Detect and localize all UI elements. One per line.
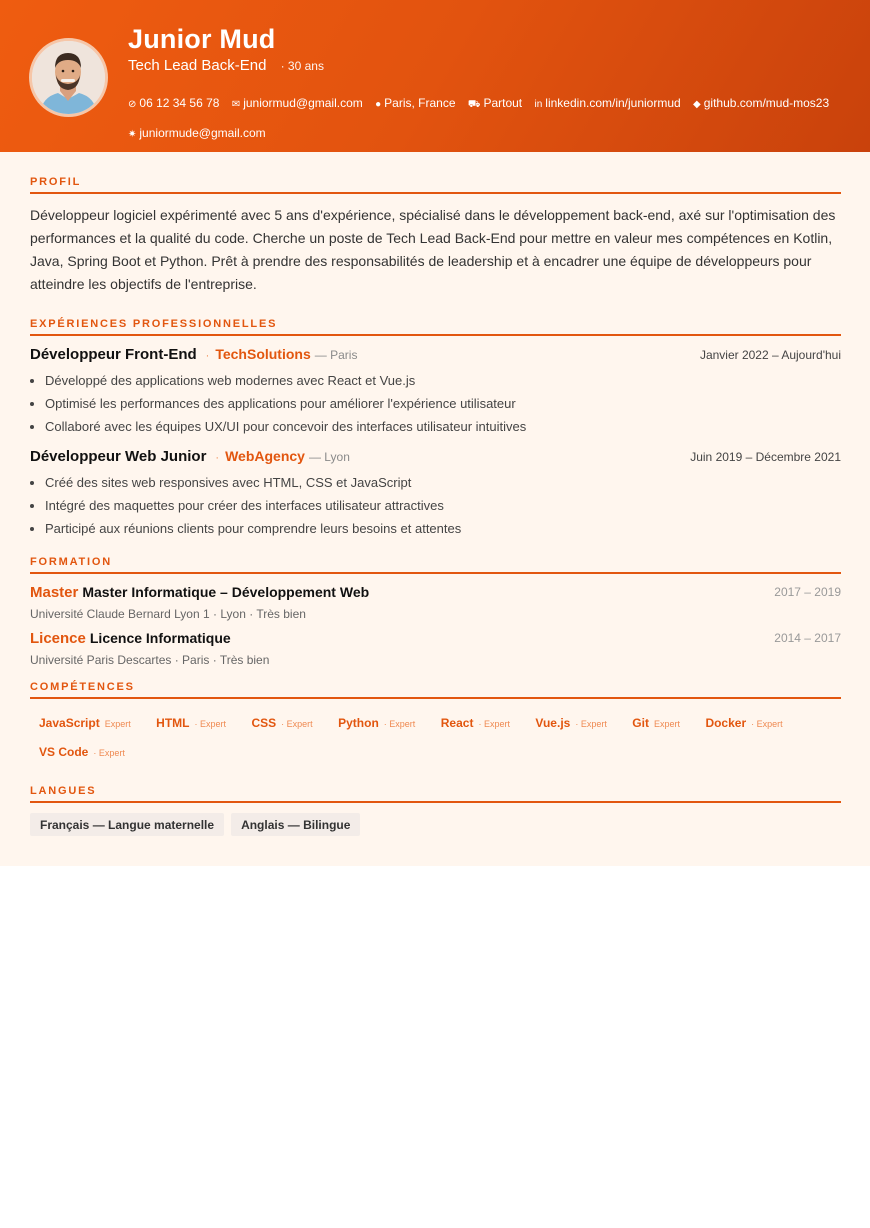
candidate-name: Junior Mud bbox=[128, 24, 276, 54]
car-icon: ⛟ bbox=[467, 99, 481, 110]
skill-item bbox=[251, 709, 312, 738]
experience-item bbox=[30, 346, 841, 438]
education-dates: 2017 – 2019 bbox=[774, 585, 841, 599]
education-name: Licence Informatique bbox=[89, 630, 231, 646]
job-bullet: • Développé des applications web modernes avec React et Vue.js bbox=[45, 369, 841, 392]
education-school: Université Claude Bernard Lyon 1 · Lyon · Très bien bbox=[30, 607, 306, 621]
job-separator: · bbox=[215, 452, 220, 464]
contact-list bbox=[128, 89, 848, 149]
job-bullets bbox=[30, 471, 841, 540]
skill-level: · Expert bbox=[93, 748, 125, 758]
contact-email-alt-text: juniormude@gmail.com bbox=[139, 126, 266, 140]
contact-linkedin-text: linkedin.com/in/juniormud bbox=[545, 96, 681, 110]
job-bullet: • Optimisé les performances des applications pour améliorer l'expérience utilisateur bbox=[45, 392, 841, 415]
education-name: Master Informatique – Développement Web bbox=[82, 584, 370, 600]
skill-name: HTML bbox=[156, 716, 190, 730]
contact-email-text: juniormud@gmail.com bbox=[243, 96, 363, 110]
section-title-education: FORMATION bbox=[30, 556, 841, 574]
skills-list bbox=[30, 709, 830, 767]
phone-icon: ⊘ bbox=[128, 99, 137, 110]
section-title-languages: LANGUES bbox=[30, 785, 841, 803]
section-title-experience: EXPÉRIENCES PROFESSIONNELLES bbox=[30, 318, 841, 336]
contact-mobility bbox=[468, 89, 522, 119]
education-degree: Licence bbox=[30, 630, 86, 647]
contact-github-text: github.com/mud-mos23 bbox=[703, 96, 830, 110]
age: · 30 ans bbox=[280, 59, 324, 73]
profile-text: Développeur logiciel expérimenté avec 5 ans d'expérience, spécialisé dans le développement back-end, axé sur l'optimisation des performances et la qualité du code. Cherche un poste de Tech Lead Back-End pour mettre en valeur mes compétences en Kotlin, Java, Spring Boot et Python. Prêt à prendre des responsabilités de leadership et à encadrer une équipe de développeurs pour atteindre les objectifs de l'entreprise. bbox=[30, 207, 836, 292]
skill-level: · Expert bbox=[575, 719, 607, 729]
skill-name: VS Code bbox=[39, 745, 89, 759]
avatar-portrait-icon bbox=[32, 41, 105, 114]
education-list bbox=[30, 584, 841, 667]
skill-level: · Expert bbox=[281, 719, 313, 729]
skill-level: · Expert bbox=[478, 719, 510, 729]
skill-level: Expert bbox=[104, 719, 131, 729]
contact-email-alt[interactable] bbox=[128, 119, 266, 149]
contact-github[interactable] bbox=[693, 89, 829, 119]
github-icon: ◆ bbox=[693, 99, 701, 110]
skill-level: Expert bbox=[653, 719, 680, 729]
section-title-skills: COMPÉTENCES bbox=[30, 681, 841, 699]
job-bullets bbox=[30, 369, 841, 438]
job-bullet: • Intégré des maquettes pour créer des interfaces utilisateur attractives bbox=[45, 494, 841, 517]
job-title: Tech Lead Back-End bbox=[128, 57, 267, 74]
email-alt-icon: ✷ bbox=[128, 129, 137, 140]
job-dates: Juin 2019 – Décembre 2021 bbox=[690, 450, 841, 464]
skill-item bbox=[338, 709, 415, 738]
contact-phone-text: 06 12 34 56 78 bbox=[139, 96, 220, 110]
job-company: WebAgency bbox=[225, 448, 305, 464]
skill-level: · Expert bbox=[751, 719, 783, 729]
job-bullet: • Créé des sites web responsives avec HTML, CSS et JavaScript bbox=[45, 471, 841, 494]
education-item bbox=[30, 630, 841, 667]
job-bullet: • Collaboré avec les équipes UX/UI pour concevoir des interfaces utilisateur intuitives bbox=[45, 415, 841, 438]
experience-item bbox=[30, 448, 841, 540]
linkedin-icon: in bbox=[534, 99, 543, 110]
job-role: Développeur Front-End bbox=[30, 346, 197, 363]
avatar bbox=[29, 38, 108, 117]
languages-list bbox=[30, 813, 841, 836]
education-school: Université Paris Descartes · Paris · Très bien bbox=[30, 653, 270, 667]
education-item bbox=[30, 584, 841, 621]
job-company: TechSolutions bbox=[215, 346, 311, 362]
language-badge: Français — Langue maternelle bbox=[30, 813, 224, 836]
education-degree: Master bbox=[30, 584, 79, 601]
contact-location-text: Paris, France bbox=[384, 96, 456, 110]
job-bullet: • Participé aux réunions clients pour comprendre leurs besoins et attentes bbox=[45, 517, 841, 540]
job-location: — Lyon bbox=[308, 450, 350, 464]
resume-body bbox=[0, 152, 870, 866]
section-title-profile: PROFIL bbox=[30, 176, 841, 194]
location-icon: ● bbox=[375, 99, 382, 110]
job-location: — Paris bbox=[314, 348, 358, 362]
skill-name: JavaScript bbox=[39, 716, 100, 730]
job-dates: Janvier 2022 – Aujourd'hui bbox=[699, 348, 841, 362]
skill-level: · Expert bbox=[194, 719, 227, 729]
contact-mobility-text: Partout bbox=[483, 96, 523, 110]
education-dates: 2014 – 2017 bbox=[774, 631, 841, 645]
contact-email[interactable] bbox=[232, 89, 363, 119]
skill-item bbox=[441, 709, 510, 738]
language-badge: Anglais — Bilingue bbox=[231, 813, 360, 836]
job-title-line bbox=[128, 57, 324, 74]
skill-level: · Expert bbox=[383, 719, 416, 729]
skill-item bbox=[632, 709, 680, 738]
job-role: Développeur Web Junior bbox=[30, 448, 207, 465]
mail-icon: ✉ bbox=[231, 99, 241, 110]
experience-list bbox=[30, 346, 841, 540]
job-separator: · bbox=[205, 350, 210, 362]
skill-item bbox=[156, 709, 226, 738]
skill-item bbox=[535, 709, 606, 738]
skill-item bbox=[39, 738, 125, 767]
skill-name: React bbox=[440, 716, 474, 730]
resume-header bbox=[0, 0, 870, 152]
skill-name: Docker bbox=[705, 716, 747, 730]
skill-name: Python bbox=[338, 716, 379, 730]
skill-item bbox=[705, 709, 782, 738]
skill-name: Vue.js bbox=[535, 716, 571, 730]
skill-item bbox=[39, 709, 131, 738]
contact-location bbox=[375, 89, 455, 119]
contact-linkedin[interactable] bbox=[535, 89, 681, 119]
contact-phone[interactable] bbox=[128, 89, 219, 119]
skill-name: Git bbox=[632, 716, 649, 730]
skill-name: CSS bbox=[251, 716, 277, 730]
